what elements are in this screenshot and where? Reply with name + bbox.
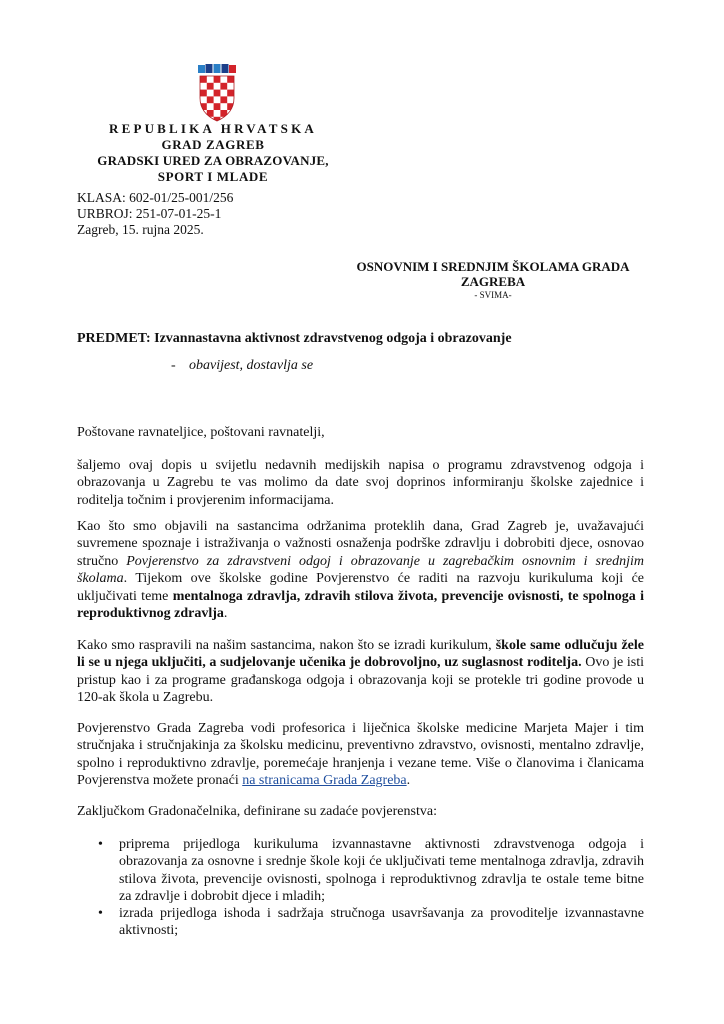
header-republic: REPUBLIKA HRVATSKA (108, 121, 317, 136)
header-office: GRADSKI URED ZA OBRAZOVANJE, (97, 153, 329, 168)
paragraph-5: Zaključkom Gradonačelnika, definirane su zadaće povjerenstva: (77, 804, 437, 819)
header-office-cont: SPORT I MLADE (157, 169, 269, 184)
list-item: priprema prijedloga kurikuluma izvannastavne aktivnosti zdravstvenoga odgoja i obrazovanja za osnovne i srednje škole koji će uključivati teme mentalnoga zdravlja, zdravih stilova života, prevencije ovisnosti, spolnoga i reproduktivnog zdravlja te ostale teme bitne za zdravlje i dobrobit djece i mladih; (119, 837, 644, 905)
recipient-line1: OSNOVNIM I SREDNJIM ŠKOLAMA GRADA (356, 259, 630, 274)
subject-line: PREDMET: Izvannastavna aktivnost zdravstvenog odgoja i obrazovanje (77, 331, 512, 346)
greeting: Poštovane ravnateljice, poštovani ravnatelji, (77, 425, 325, 440)
bullet-icon: • (98, 906, 103, 921)
recipient-sub: - SVIMA- (474, 290, 512, 300)
header-city: GRAD ZAGREB (161, 137, 265, 152)
paragraph-4: Povjerenstvo Grada Zagreba vodi profesorica i liječnica školske medicine Marjeta Majer i tim stručnjaka i stručnjakinja za školsku medicinu, preventivno zdravstvo, ovisnosti, mentalno zdravlje, spolno i reproduktivno zdravlje, poremećaje hranjenja i vezane teme. Više o članovima i članicama Povjerenstva možete pronaći na stranicama Grada Zagreba. (77, 721, 644, 789)
recipient-line2: ZAGREBA (460, 274, 526, 289)
paragraph-3: Kako smo raspravili na našim sastancima, nakon što se izradi kurikulum, škole same odlučuju žele li se u njega uključiti, a sudjelovanje učenika je dobrovoljno, uz suglasnost roditelja. Ovo je isti pristup kao i za programe građanskoga odgoja i obrazovanja koji se protekle tri godine provode u 120-ak škola u Zagrebu. (77, 638, 644, 706)
klasa: KLASA: 602-01/25-001/256 (77, 190, 234, 205)
coat-of-arms-logo (196, 64, 238, 122)
city-website-link[interactable]: na stranicama Grada Zagreba (242, 773, 407, 789)
list-item: izrada prijedloga ishoda i sadržaja stručnoga usavršavanja za provoditelje izvannastavne aktivnosti; (119, 906, 644, 939)
subject-sub: obavijest, dostavlja se (189, 358, 314, 373)
paragraph-2: Kao što smo objavili na sastancima održanima proteklih dana, Grad Zagreb je, uvažavajući suvremene spoznaje i istraživanja o važnosti osnaženja podrške zdravlju i dobrobiti djece, osnovao stručno Povjerenstvo za zdravstveni odgoj i obrazovanje u zagrebačkim osnovnim i srednjim školama. Tijekom ove školske godine Povjerenstvo će raditi na razvoju kurikuluma koji će uključivati teme mentalnoga zdravlja, zdravih stilova života, prevencije ovisnosti, te spolnoga i reproduktivnog zdravlja. (77, 519, 644, 622)
bullet-icon: • (98, 837, 103, 852)
place-date: Zagreb, 15. rujna 2025. (77, 222, 204, 237)
paragraph-1: šaljemo ovaj dopis u svijetlu nedavnih medijskih napisa o programu zdravstvenog odgoja i obrazovanja u Zagrebu te vas molimo da date svoj doprinos informiranju školske zajednice i roditelja točnim i provjerenim informacijama. (77, 458, 644, 508)
urbroj: URBROJ: 251-07-01-25-1 (77, 206, 222, 221)
subject-dash: - (171, 358, 176, 373)
